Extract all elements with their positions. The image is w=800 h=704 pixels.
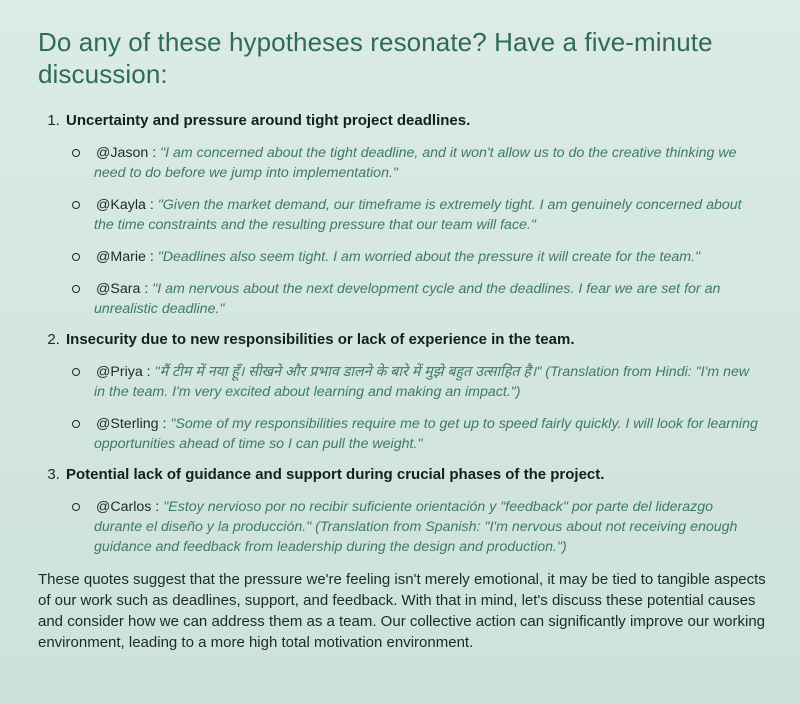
- quote-text: "Given the market demand, our timeframe is extremely tight. I am genuinely concerned about the time constraints and the resulting pressure that our team will face.": [94, 197, 742, 233]
- quote-text: "Some of my responsibilities require me to get up to speed fairly quickly. I will look for learning opportunities ahead of time so I can pull the weight.": [94, 416, 758, 452]
- quote-list: [66, 497, 762, 557]
- summary-paragraph: These quotes suggest that the pressure we're feeling isn't merely emotional, it may be tied to tangible aspects of our work such as deadlines, support, and feedback. With that in mind, let's discuss these potential causes and consider how we can address them as a team. Our collective action can significantly improve our working environment, leading to a more high total motivation environment.: [38, 571, 766, 651]
- hypothesis-item: [64, 466, 762, 557]
- quote-author: @Marie: [96, 249, 146, 265]
- quote-item: @Carlos : "Estoy nervioso por no recibir suficiente orientación y "feedback" por parte del liderazgo durante el diseño y la producción." (Translation from Spanish: "I'm nervous about not receiving enough guidance and feedback from leadership during the design and production."): [94, 497, 762, 557]
- quote-item: @Kayla : "Given the market demand, our timeframe is extremely tight. I am genuinely concerned about the time constraints and the resulting pressure that our team will face.": [94, 195, 762, 235]
- quote-text: "I am nervous about the next development cycle and the deadlines. I fear we are set for an unrealistic deadline.": [94, 281, 721, 317]
- quote-item: @Jason : "I am concerned about the tight deadline, and it won't allow us to do the creative thinking we need to do before we jump into implementation.": [94, 143, 762, 183]
- circle-bullet-icon: [72, 149, 80, 157]
- quote-item: @Marie : "Deadlines also seem tight. I am worried about the pressure it will create for the team.": [94, 247, 762, 267]
- quote-author: @Sara: [96, 281, 141, 297]
- circle-bullet-icon: [72, 285, 80, 293]
- quote-text: "Deadlines also seem tight. I am worried about the pressure it will create for the team.": [157, 249, 701, 265]
- hypothesis-item: [64, 112, 762, 319]
- circle-bullet-icon: [72, 201, 80, 209]
- quote-author: @Sterling: [96, 416, 159, 432]
- hypothesis-title: Uncertainty and pressure around tight project deadlines.: [66, 112, 471, 129]
- circle-bullet-icon: [72, 368, 80, 376]
- quote-author: @Carlos: [96, 499, 152, 515]
- quote-author: @Jason: [96, 145, 149, 161]
- hypothesis-title: Potential lack of guidance and support during crucial phases of the project.: [66, 466, 605, 483]
- quote-author: @Kayla: [96, 197, 146, 213]
- page-title: Do any of these hypotheses resonate? Have a five-minute discussion:: [38, 27, 713, 89]
- circle-bullet-icon: [72, 503, 80, 511]
- hypotheses-list: [38, 112, 762, 557]
- quote-item: @Sara : "I am nervous about the next development cycle and the deadlines. I fear we are set for an unrealistic deadline.": [94, 279, 762, 319]
- quote-item: @Priya : "मैं टीम में नया हूँ। सीखने और प्रभाव डालने के बारे में मुझे बहुत उत्साहित है।" (Translation from Hindi: "I'm new in the team. I'm very excited about learning and making an impact."): [94, 362, 762, 402]
- quote-author: @Priya: [96, 364, 143, 380]
- quote-item: @Sterling : "Some of my responsibilities require me to get up to speed fairly quickly. I will look for learning opportunities ahead of time so I can pull the weight.": [94, 414, 762, 454]
- quote-translation: (Translation from Hindi: "I'm new in the team. I'm very excited about learning and making an impact."): [94, 364, 750, 400]
- circle-bullet-icon: [72, 420, 80, 428]
- quote-text: "मैं टीम में नया हूँ। सीखने और प्रभाव डालने के बारे में मुझे बहुत उत्साहित है।": [154, 364, 542, 380]
- quote-translation: (Translation from Spanish: "I'm nervous about not receiving enough guidance and feedback from leadership during the design and production."): [94, 519, 738, 555]
- hypothesis-title: Insecurity due to new responsibilities or lack of experience in the team.: [66, 331, 575, 348]
- quote-list: [66, 362, 762, 454]
- quote-text: "I am concerned about the tight deadline, and it won't allow us to do the creative thinking we need to do before we jump into implementation.": [94, 145, 737, 181]
- circle-bullet-icon: [72, 253, 80, 261]
- quote-list: [66, 143, 762, 319]
- quote-text: "Estoy nervioso por no recibir suficiente orientación y "feedback" por parte del liderazgo durante el diseño y la producción.": [94, 499, 714, 535]
- hypothesis-item: [64, 331, 762, 454]
